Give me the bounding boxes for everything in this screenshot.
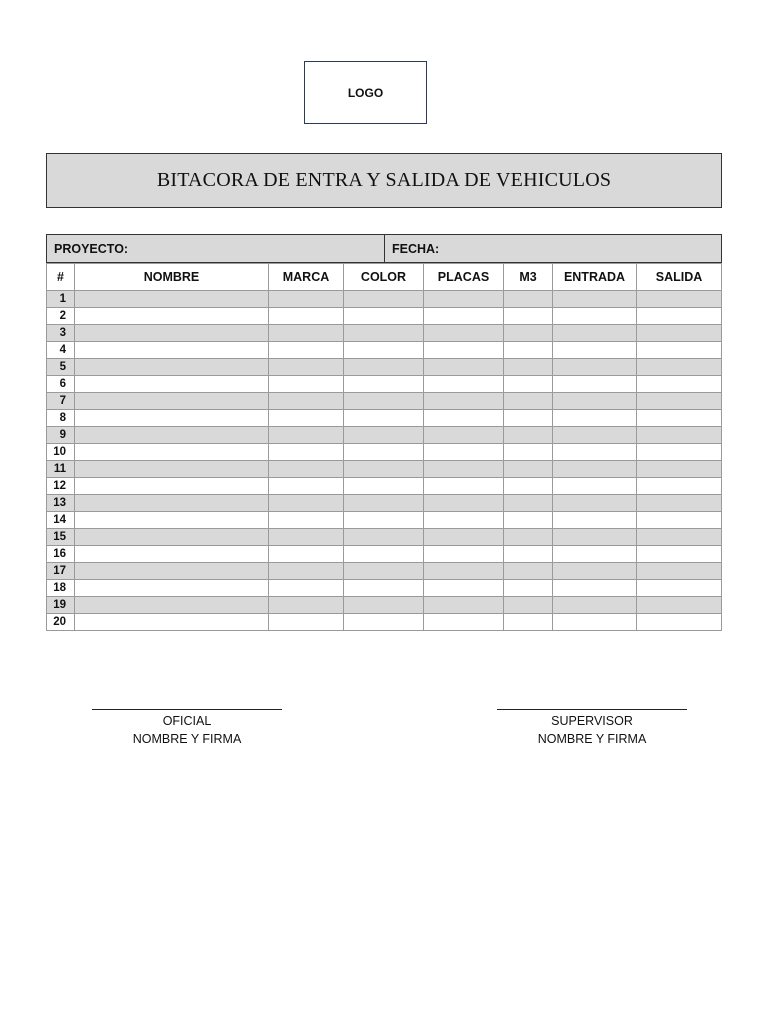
cell-marca[interactable] (269, 597, 344, 614)
project-label: PROYECTO: (54, 241, 129, 256)
cell-marca[interactable] (269, 444, 344, 461)
document-title: BITACORA DE ENTRA Y SALIDA DE VEHICULOS (156, 169, 612, 191)
row-number: 15 (47, 529, 75, 546)
cell-color[interactable] (344, 563, 424, 580)
table-row (47, 444, 722, 461)
cell-entrada[interactable] (553, 359, 637, 376)
table-row (47, 461, 722, 478)
cell-color[interactable] (344, 597, 424, 614)
cell-entrada[interactable] (553, 291, 637, 308)
cell-placas[interactable] (424, 495, 504, 512)
table-row (47, 495, 722, 512)
cell-marca[interactable] (269, 393, 344, 410)
header-m3: M3 (504, 264, 553, 291)
cell-nombre[interactable] (75, 342, 269, 359)
cell-entrada[interactable] (553, 342, 637, 359)
cell-color[interactable] (344, 512, 424, 529)
cell-salida[interactable] (637, 580, 722, 597)
row-number: 19 (47, 597, 75, 614)
cell-entrada[interactable] (553, 563, 637, 580)
cell-nombre[interactable] (75, 512, 269, 529)
table-row (47, 529, 722, 546)
signature-line[interactable] (92, 709, 282, 710)
row-number: 6 (47, 376, 75, 393)
cell-nombre[interactable] (75, 614, 269, 631)
table-row (47, 325, 722, 342)
row-number: 7 (47, 393, 75, 410)
cell-color[interactable] (344, 478, 424, 495)
cell-m3[interactable] (504, 478, 553, 495)
row-number: 17 (47, 563, 75, 580)
cell-color[interactable] (344, 342, 424, 359)
cell-marca[interactable] (269, 461, 344, 478)
cell-salida[interactable] (637, 529, 722, 546)
cell-entrada[interactable] (553, 614, 637, 631)
cell-salida[interactable] (637, 359, 722, 376)
row-number: 3 (47, 325, 75, 342)
logo-label: LOGO (347, 85, 384, 100)
date-field[interactable] (385, 235, 721, 262)
cell-placas[interactable] (424, 461, 504, 478)
cell-nombre[interactable] (75, 461, 269, 478)
cell-placas[interactable] (424, 325, 504, 342)
row-number: 2 (47, 308, 75, 325)
cell-placas[interactable] (424, 376, 504, 393)
cell-salida[interactable] (637, 461, 722, 478)
cell-placas[interactable] (424, 410, 504, 427)
cell-nombre[interactable] (75, 563, 269, 580)
cell-marca[interactable] (269, 376, 344, 393)
cell-m3[interactable] (504, 461, 553, 478)
cell-color[interactable] (344, 529, 424, 546)
cell-placas[interactable] (424, 342, 504, 359)
row-number: 9 (47, 427, 75, 444)
row-number: 14 (47, 512, 75, 529)
row-number: 18 (47, 580, 75, 597)
cell-salida[interactable] (637, 495, 722, 512)
header-salida: SALIDA (637, 264, 722, 291)
cell-m3[interactable] (504, 427, 553, 444)
cell-entrada[interactable] (553, 444, 637, 461)
table-row (47, 563, 722, 580)
signature-supervisor (497, 709, 687, 748)
cell-m3[interactable] (504, 376, 553, 393)
cell-entrada[interactable] (553, 478, 637, 495)
cell-m3[interactable] (504, 291, 553, 308)
cell-salida[interactable] (637, 597, 722, 614)
signature-role: OFICIAL (162, 714, 212, 728)
cell-placas[interactable] (424, 529, 504, 546)
cell-color[interactable] (344, 495, 424, 512)
cell-placas[interactable] (424, 580, 504, 597)
cell-color[interactable] (344, 393, 424, 410)
cell-m3[interactable] (504, 512, 553, 529)
cell-marca[interactable] (269, 325, 344, 342)
signature-caption: NOMBRE Y FIRMA (132, 732, 242, 746)
row-number: 11 (47, 461, 75, 478)
row-number: 8 (47, 410, 75, 427)
cell-placas[interactable] (424, 597, 504, 614)
table-row (47, 546, 722, 563)
table-row (47, 580, 722, 597)
cell-marca[interactable] (269, 512, 344, 529)
cell-color[interactable] (344, 580, 424, 597)
cell-entrada[interactable] (553, 529, 637, 546)
cell-salida[interactable] (637, 342, 722, 359)
cell-nombre[interactable] (75, 308, 269, 325)
project-info-row (46, 234, 722, 263)
cell-salida[interactable] (637, 393, 722, 410)
table-row (47, 427, 722, 444)
cell-marca[interactable] (269, 563, 344, 580)
cell-entrada[interactable] (553, 597, 637, 614)
cell-m3[interactable] (504, 410, 553, 427)
cell-nombre[interactable] (75, 410, 269, 427)
cell-color[interactable] (344, 427, 424, 444)
cell-entrada[interactable] (553, 308, 637, 325)
cell-m3[interactable] (504, 308, 553, 325)
cell-entrada[interactable] (553, 580, 637, 597)
cell-placas[interactable] (424, 359, 504, 376)
table-header-row (47, 264, 722, 291)
cell-m3[interactable] (504, 614, 553, 631)
cell-salida[interactable] (637, 512, 722, 529)
row-number: 16 (47, 546, 75, 563)
cell-salida[interactable] (637, 614, 722, 631)
cell-m3[interactable] (504, 580, 553, 597)
cell-m3[interactable] (504, 342, 553, 359)
cell-salida[interactable] (637, 376, 722, 393)
cell-entrada[interactable] (553, 325, 637, 342)
cell-color[interactable] (344, 614, 424, 631)
cell-marca[interactable] (269, 359, 344, 376)
cell-placas[interactable] (424, 427, 504, 444)
cell-entrada[interactable] (553, 495, 637, 512)
cell-salida[interactable] (637, 563, 722, 580)
cell-color[interactable] (344, 325, 424, 342)
cell-color[interactable] (344, 410, 424, 427)
cell-nombre[interactable] (75, 597, 269, 614)
cell-salida[interactable] (637, 410, 722, 427)
cell-placas[interactable] (424, 444, 504, 461)
cell-placas[interactable] (424, 512, 504, 529)
cell-placas[interactable] (424, 308, 504, 325)
cell-salida[interactable] (637, 444, 722, 461)
cell-color[interactable] (344, 461, 424, 478)
table-row (47, 376, 722, 393)
cell-m3[interactable] (504, 563, 553, 580)
cell-nombre[interactable] (75, 580, 269, 597)
cell-nombre[interactable] (75, 495, 269, 512)
row-number: 4 (47, 342, 75, 359)
header-number: # (47, 264, 75, 291)
table-row (47, 308, 722, 325)
cell-nombre[interactable] (75, 325, 269, 342)
cell-m3[interactable] (504, 529, 553, 546)
signature-role: SUPERVISOR (551, 714, 633, 728)
document-title-box (46, 153, 722, 208)
cell-placas[interactable] (424, 614, 504, 631)
project-field[interactable] (47, 235, 385, 262)
cell-m3[interactable] (504, 393, 553, 410)
cell-color[interactable] (344, 308, 424, 325)
cell-color[interactable] (344, 359, 424, 376)
header-color: COLOR (344, 264, 424, 291)
table-row (47, 393, 722, 410)
header-marca: MARCA (269, 264, 344, 291)
cell-entrada[interactable] (553, 546, 637, 563)
cell-nombre[interactable] (75, 291, 269, 308)
cell-salida[interactable] (637, 478, 722, 495)
cell-marca[interactable] (269, 308, 344, 325)
cell-marca[interactable] (269, 495, 344, 512)
cell-color[interactable] (344, 444, 424, 461)
cell-placas[interactable] (424, 291, 504, 308)
cell-placas[interactable] (424, 563, 504, 580)
cell-salida[interactable] (637, 325, 722, 342)
cell-nombre[interactable] (75, 546, 269, 563)
cell-placas[interactable] (424, 393, 504, 410)
cell-marca[interactable] (269, 291, 344, 308)
table-row (47, 410, 722, 427)
cell-entrada[interactable] (553, 427, 637, 444)
table-body (47, 291, 722, 631)
row-number: 20 (47, 614, 75, 631)
cell-marca[interactable] (269, 410, 344, 427)
cell-entrada[interactable] (553, 393, 637, 410)
table-row (47, 291, 722, 308)
cell-marca[interactable] (269, 529, 344, 546)
logo-placeholder (304, 61, 427, 124)
cell-placas[interactable] (424, 546, 504, 563)
cell-color[interactable] (344, 546, 424, 563)
cell-color[interactable] (344, 291, 424, 308)
table-row (47, 512, 722, 529)
row-number: 10 (47, 444, 75, 461)
table-row (47, 614, 722, 631)
cell-m3[interactable] (504, 325, 553, 342)
signature-caption: NOMBRE Y FIRMA (537, 732, 647, 746)
header-entrada: ENTRADA (553, 264, 637, 291)
cell-marca[interactable] (269, 546, 344, 563)
cell-salida[interactable] (637, 427, 722, 444)
cell-marca[interactable] (269, 580, 344, 597)
row-number: 13 (47, 495, 75, 512)
cell-marca[interactable] (269, 478, 344, 495)
cell-m3[interactable] (504, 359, 553, 376)
date-label: FECHA: (392, 241, 440, 256)
row-number: 5 (47, 359, 75, 376)
cell-nombre[interactable] (75, 529, 269, 546)
cell-m3[interactable] (504, 546, 553, 563)
row-number: 12 (47, 478, 75, 495)
cell-m3[interactable] (504, 597, 553, 614)
cell-entrada[interactable] (553, 512, 637, 529)
cell-salida[interactable] (637, 546, 722, 563)
cell-marca[interactable] (269, 342, 344, 359)
cell-m3[interactable] (504, 495, 553, 512)
cell-nombre[interactable] (75, 359, 269, 376)
cell-nombre[interactable] (75, 376, 269, 393)
cell-nombre[interactable] (75, 427, 269, 444)
row-number: 1 (47, 291, 75, 308)
cell-nombre[interactable] (75, 393, 269, 410)
table-row (47, 597, 722, 614)
cell-color[interactable] (344, 376, 424, 393)
cell-placas[interactable] (424, 478, 504, 495)
cell-salida[interactable] (637, 291, 722, 308)
table-row (47, 359, 722, 376)
cell-marca[interactable] (269, 427, 344, 444)
vehicle-log-table (46, 263, 722, 631)
cell-nombre[interactable] (75, 444, 269, 461)
cell-salida[interactable] (637, 308, 722, 325)
cell-entrada[interactable] (553, 376, 637, 393)
cell-entrada[interactable] (553, 410, 637, 427)
signature-oficial (92, 709, 282, 748)
cell-marca[interactable] (269, 614, 344, 631)
cell-nombre[interactable] (75, 478, 269, 495)
table-row (47, 342, 722, 359)
header-placas: PLACAS (424, 264, 504, 291)
header-nombre: NOMBRE (75, 264, 269, 291)
signature-line[interactable] (497, 709, 687, 710)
cell-m3[interactable] (504, 444, 553, 461)
table-row (47, 478, 722, 495)
cell-entrada[interactable] (553, 461, 637, 478)
